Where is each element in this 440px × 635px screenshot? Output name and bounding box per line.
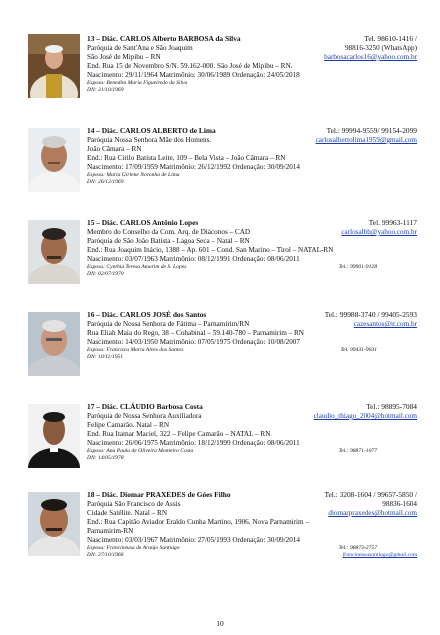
entry-parish: Paróquia de Nossa Senhora de Fátima – Parnamirim/RN <box>87 320 250 328</box>
entry-dates: Nascimento: 17/09/1959 Matrimônio: 26/12/1992 Ordenação: 30/09/2014 <box>87 163 300 171</box>
entry-spouse-phone: Tel.: 99901-9128 <box>338 264 377 270</box>
entry-email[interactable]: barbosacarlos16@yahoo.com.br <box>324 53 417 61</box>
entry-dates: Nascimento: 03/03/1967 Matrimônio: 27/05/1993 Ordenação: 30/09/2014 <box>87 536 300 544</box>
entry-dn: DN: 27/10/1966 <box>87 552 124 558</box>
portrait-photo <box>28 404 80 468</box>
entry-spouse-phone: Tel.: 98871-1077 <box>338 448 377 454</box>
entry-address: End. Rua Itamar Maciel, 322 – Felipe Camarão – NATAL – RN <box>87 430 271 438</box>
entry-phone: Tel.: 99994-9559/ 99154-2099 <box>326 126 417 135</box>
entry-dn: DN: 14/05/1978 <box>87 455 124 461</box>
entry-heading: 13 – Diác. CARLOS Alberto BARBOSA da Silva <box>87 34 241 43</box>
entry-email[interactable]: carlosalbertolima1959@gmail.com <box>315 136 417 144</box>
entry-phone: Tel.: 3208-1604 / 99657-5850 / <box>324 490 417 499</box>
entry-spouse: Esposa: Maria Girlene Noronha de Lima <box>87 172 180 178</box>
entry-dates: Nascimento: 26/06/1975 Matrimônio: 18/12/1999 Ordenação: 08/06/2011 <box>87 439 300 447</box>
entry-city: João Câmara – RN <box>87 145 142 153</box>
entry-city: Cidade Satélite. Natal – RN <box>87 509 168 517</box>
entry-dn: DN: 31/10/1969 <box>87 87 124 93</box>
entry-parish: Paróquia de Nossa Senhora Auxiliadora <box>87 412 202 420</box>
entry-phone-2: 98816-3250 (WhatsApp) <box>344 44 417 52</box>
portrait-photo <box>28 220 80 284</box>
entry-email[interactable]: carlosalbb@yahoo.com.br <box>341 228 417 236</box>
entry-spouse: Esposa: Francineusa de Araújo Santiago <box>87 545 180 551</box>
entry-parish: Paróquia de São João Batista - Lagoa Seca – Natal – RN <box>87 237 250 245</box>
entry-text <box>87 490 417 559</box>
entry-dates: Nascimento: 03/07/1963 Matrimônio: 08/12/1991 Ordenação: 08/06/2011 <box>87 255 300 263</box>
entry-role: Membro do Conselho da Com. Arq. de Diáconos – CAD <box>87 228 251 236</box>
entry-address: End.: Rua Joaquim Inácio, 1388 – Ap. 601 – Cond. San Marino – Tirol – NATAL-RN <box>87 246 334 254</box>
portrait-icon <box>28 128 80 192</box>
entry-spouse: Esposa: Ana Paula de Oliveira Monteiro Costa <box>87 448 194 454</box>
entry-dates: Nascimento: 14/03/1950 Matrimônio: 07/05/1975 Ordenação: 10/08/2007 <box>87 338 300 346</box>
entry-parish: Paróquia Nossa Senhora Mãe dos Homens. <box>87 136 212 144</box>
entry-spouse: Esposa: Cynthia Teresa Amorim de S. Lopes <box>87 264 187 270</box>
entry-heading: 17 – Diác. CLÁUDIO Barbosa Costa <box>87 402 203 411</box>
entry-spouse: Esposa: Benedita Maria Figueiredo da Silva <box>87 80 188 86</box>
entry-address: End.: Rua Cirilo Batista Leite, 109 – Bela Vista – João Câmara – RN <box>87 154 286 162</box>
entry-parish: Paróquia São Francisco de Assis <box>87 500 181 508</box>
entry-dates: Nascimento: 29/11/1964 Matrimônio: 30/06/1989 Ordenação: 24/05/2018 <box>87 71 300 79</box>
portrait-icon <box>28 220 80 284</box>
entry-address: End.: Rua Capitão Aviador Eraldo Cunha Martino, 1906. Nova Parnamirim – <box>87 518 310 526</box>
entry-spouse-phone: Tel.: 98873-2757 <box>338 545 377 551</box>
entry-text <box>87 218 417 278</box>
portrait-photo <box>28 312 80 376</box>
entry-phone: Tel. 98610-1416 / <box>364 34 417 43</box>
portrait-photo <box>28 128 80 192</box>
portrait-icon <box>28 492 80 556</box>
entry-dn: DN: 10/11/1951 <box>87 354 124 360</box>
entry-phone: Tel.: 99988-3740 / 99405-2593 <box>324 310 417 319</box>
entry-dn: DN: 26/12/1969 <box>87 179 124 185</box>
portrait-icon <box>28 34 80 98</box>
entry-email[interactable]: cazesantos@ir.com.br <box>353 320 417 328</box>
entry-heading: 15 – Diác. CARLOS Antônio Lopes <box>87 218 199 227</box>
page-number: 10 <box>216 619 224 628</box>
entry-heading: 16 – Diác. CARLOS JOSÉ dos Santos <box>87 310 207 319</box>
entry-text <box>87 402 417 462</box>
entry-phone-2: 98836-1604 <box>382 500 417 508</box>
entry-dn: DN: 02/07/1970 <box>87 271 124 277</box>
entry-address: End. Rua 15 de Novembro S/N. 59.162-000. São José de Mipibu – RN. <box>87 62 293 70</box>
entry-phone: Tel. 99963-1117 <box>368 218 417 227</box>
entry-spouse-phone: Tel. 99431-9031 <box>340 347 377 353</box>
entry-city: Felipe Camarão. Natal – RN <box>87 421 170 429</box>
entry-spouse: Esposa: Francisca Maria Alves dos Santos <box>87 347 184 353</box>
entry-spouse-email[interactable]: francineusasantiago@gmail.com <box>342 552 417 558</box>
entry-heading: 14 – Diác. CARLOS ALBERTO de Lima <box>87 126 216 135</box>
portrait-photo <box>28 34 80 98</box>
entry-address-2: Parnamirim-RN <box>87 527 134 535</box>
entry-text <box>87 310 417 361</box>
entry-phone: Tel.: 98895-7084 <box>366 402 417 411</box>
portrait-photo <box>28 492 80 556</box>
entry-text <box>87 126 417 186</box>
entry-email[interactable]: claudio_thiago_2004@hotmail.com <box>313 412 417 420</box>
entry-address: Rua Eliah Maia do Rego, 38 – Cohabinal – 59.140-780 – Parnamirim – RN <box>87 329 304 337</box>
portrait-icon <box>28 312 80 376</box>
portrait-icon <box>28 404 80 468</box>
entry-city: São José de Mipibu – RN <box>87 53 161 61</box>
entry-parish: Paróquia de Sant'Ana e São Joaquim <box>87 44 193 52</box>
entry-email[interactable]: diomarpraxedes@hotmail.com <box>328 509 417 517</box>
entry-heading: 18 – Diác. Diomar PRAXEDES de Góes Filho <box>87 490 231 499</box>
entry-text <box>87 34 417 94</box>
